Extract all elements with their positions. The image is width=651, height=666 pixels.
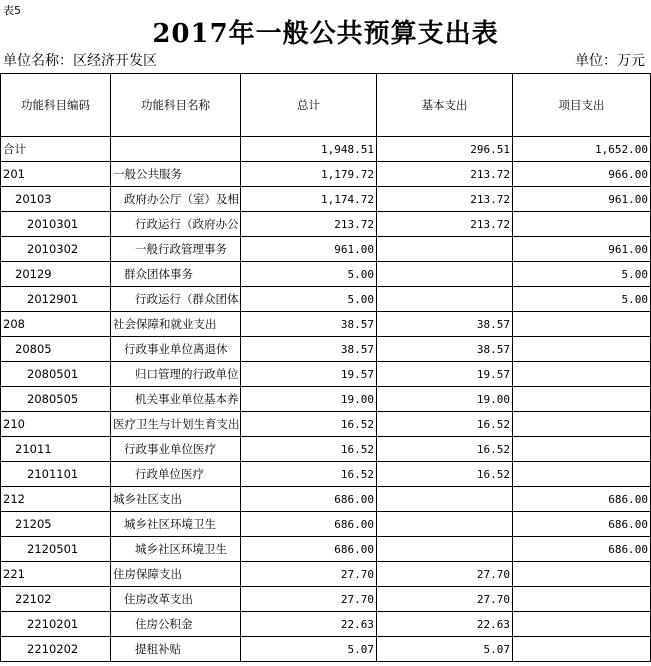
cell-code: 21011 — [1, 437, 111, 462]
cell-basic — [377, 512, 513, 537]
cell-project: 966.00 — [513, 162, 651, 187]
cell-basic: 19.00 — [377, 387, 513, 412]
cell-code: 2010302 — [1, 237, 111, 262]
cell-project: 686.00 — [513, 537, 651, 562]
cell-total: 686.00 — [241, 487, 377, 512]
table-row — [1, 437, 651, 462]
cell-project — [513, 587, 651, 612]
page-title: 2017年一般公共预算支出表 — [152, 19, 499, 49]
cell-code: 2120501 — [1, 537, 111, 562]
cell-code: 2080501 — [1, 362, 111, 387]
cell-name: 城乡社区支出 — [111, 487, 241, 512]
cell-project — [513, 212, 651, 237]
cell-code: 212 — [1, 487, 111, 512]
table-row — [1, 312, 651, 337]
budget-table — [0, 73, 651, 662]
cell-total: 1,174.72 — [241, 187, 377, 212]
cell-basic: 22.63 — [377, 612, 513, 637]
cell-code: 2012901 — [1, 287, 111, 312]
table-row — [1, 412, 651, 437]
cell-project — [513, 637, 651, 662]
cell-code: 合计 — [1, 137, 111, 162]
cell-code: 20103 — [1, 187, 111, 212]
table-row — [1, 137, 651, 162]
table-row — [1, 612, 651, 637]
cell-code: 210 — [1, 412, 111, 437]
table-tag: 表5 — [3, 4, 21, 17]
table-row — [1, 387, 651, 412]
cell-project: 686.00 — [513, 512, 651, 537]
col-header-project: 项目支出 — [513, 74, 651, 137]
unit-label: 单位：万元 — [575, 53, 645, 69]
cell-basic: 38.57 — [377, 337, 513, 362]
cell-project: 5.00 — [513, 262, 651, 287]
table-body — [1, 137, 651, 662]
cell-basic: 213.72 — [377, 212, 513, 237]
cell-total: 38.57 — [241, 337, 377, 362]
cell-basic: 296.51 — [377, 137, 513, 162]
cell-project — [513, 337, 651, 362]
cell-name: 提租补贴 — [111, 637, 241, 662]
cell-basic: 5.07 — [377, 637, 513, 662]
cell-basic: 16.52 — [377, 437, 513, 462]
table-row — [1, 287, 651, 312]
cell-name: 政府办公厅（室）及相 — [111, 187, 241, 212]
cell-basic — [377, 287, 513, 312]
cell-basic — [377, 262, 513, 287]
table-row — [1, 262, 651, 287]
cell-total: 5.00 — [241, 262, 377, 287]
cell-name: 机关事业单位基本养 — [111, 387, 241, 412]
table-row — [1, 162, 651, 187]
cell-code: 221 — [1, 562, 111, 587]
cell-total: 213.72 — [241, 212, 377, 237]
cell-name: 住房保障支出 — [111, 562, 241, 587]
cell-total: 16.52 — [241, 412, 377, 437]
cell-project: 5.00 — [513, 287, 651, 312]
cell-code: 201 — [1, 162, 111, 187]
cell-basic — [377, 537, 513, 562]
cell-basic: 27.70 — [377, 587, 513, 612]
cell-name: 行政运行（政府办公 — [111, 212, 241, 237]
cell-name: 住房公积金 — [111, 612, 241, 637]
cell-project — [513, 462, 651, 487]
cell-name: 城乡社区环境卫生 — [111, 512, 241, 537]
cell-total: 22.63 — [241, 612, 377, 637]
unit-name: 单位名称：区经济开发区 — [3, 53, 157, 69]
table-row — [1, 637, 651, 662]
cell-total: 19.00 — [241, 387, 377, 412]
cell-total: 1,948.51 — [241, 137, 377, 162]
cell-total: 16.52 — [241, 437, 377, 462]
cell-total: 5.00 — [241, 287, 377, 312]
table-row — [1, 212, 651, 237]
cell-project — [513, 612, 651, 637]
cell-project: 686.00 — [513, 487, 651, 512]
cell-total: 686.00 — [241, 512, 377, 537]
col-header-basic: 基本支出 — [377, 74, 513, 137]
cell-basic — [377, 237, 513, 262]
cell-basic: 213.72 — [377, 187, 513, 212]
cell-total: 16.52 — [241, 462, 377, 487]
cell-code: 2210201 — [1, 612, 111, 637]
cell-basic — [377, 487, 513, 512]
cell-project — [513, 437, 651, 462]
cell-basic: 16.52 — [377, 412, 513, 437]
cell-basic: 16.52 — [377, 462, 513, 487]
cell-name: 行政单位医疗 — [111, 462, 241, 487]
table-row — [1, 512, 651, 537]
cell-name: 一般行政管理事务 — [111, 237, 241, 262]
cell-total: 5.07 — [241, 637, 377, 662]
cell-name: 一般公共服务 — [111, 162, 241, 187]
cell-name: 行政运行（群众团体 — [111, 287, 241, 312]
cell-total: 19.57 — [241, 362, 377, 387]
cell-code: 21205 — [1, 512, 111, 537]
cell-code: 2010301 — [1, 212, 111, 237]
cell-total: 686.00 — [241, 537, 377, 562]
cell-total: 27.70 — [241, 562, 377, 587]
cell-code: 2080505 — [1, 387, 111, 412]
table-row — [1, 562, 651, 587]
cell-code: 2101101 — [1, 462, 111, 487]
cell-total: 38.57 — [241, 312, 377, 337]
table-row — [1, 487, 651, 512]
cell-code: 22102 — [1, 587, 111, 612]
cell-code: 20129 — [1, 262, 111, 287]
cell-total: 27.70 — [241, 587, 377, 612]
cell-project — [513, 387, 651, 412]
table-row — [1, 237, 651, 262]
cell-total: 961.00 — [241, 237, 377, 262]
cell-code: 20805 — [1, 337, 111, 362]
cell-project: 961.00 — [513, 237, 651, 262]
col-header-code: 功能科目编码 — [1, 74, 111, 137]
cell-name: 医疗卫生与计划生育支出 — [111, 412, 241, 437]
cell-code: 208 — [1, 312, 111, 337]
cell-basic: 213.72 — [377, 162, 513, 187]
cell-name: 住房改革支出 — [111, 587, 241, 612]
cell-basic: 38.57 — [377, 312, 513, 337]
cell-project — [513, 412, 651, 437]
cell-project: 961.00 — [513, 187, 651, 212]
cell-project — [513, 362, 651, 387]
table-row — [1, 587, 651, 612]
cell-name: 归口管理的行政单位 — [111, 362, 241, 387]
table-row — [1, 362, 651, 387]
table-row — [1, 337, 651, 362]
table-row — [1, 187, 651, 212]
cell-name — [111, 137, 241, 162]
cell-name: 城乡社区环境卫生 — [111, 537, 241, 562]
col-header-total: 总计 — [241, 74, 377, 137]
cell-basic: 19.57 — [377, 362, 513, 387]
cell-code: 2210202 — [1, 637, 111, 662]
cell-project — [513, 312, 651, 337]
table-row — [1, 537, 651, 562]
cell-project: 1,652.00 — [513, 137, 651, 162]
cell-basic: 27.70 — [377, 562, 513, 587]
cell-name: 社会保障和就业支出 — [111, 312, 241, 337]
cell-name: 行政事业单位医疗 — [111, 437, 241, 462]
cell-name: 群众团体事务 — [111, 262, 241, 287]
table-header-row — [1, 74, 651, 137]
col-header-name: 功能科目名称 — [111, 74, 241, 137]
cell-name: 行政事业单位离退休 — [111, 337, 241, 362]
cell-total: 1,179.72 — [241, 162, 377, 187]
table-row — [1, 462, 651, 487]
cell-project — [513, 562, 651, 587]
